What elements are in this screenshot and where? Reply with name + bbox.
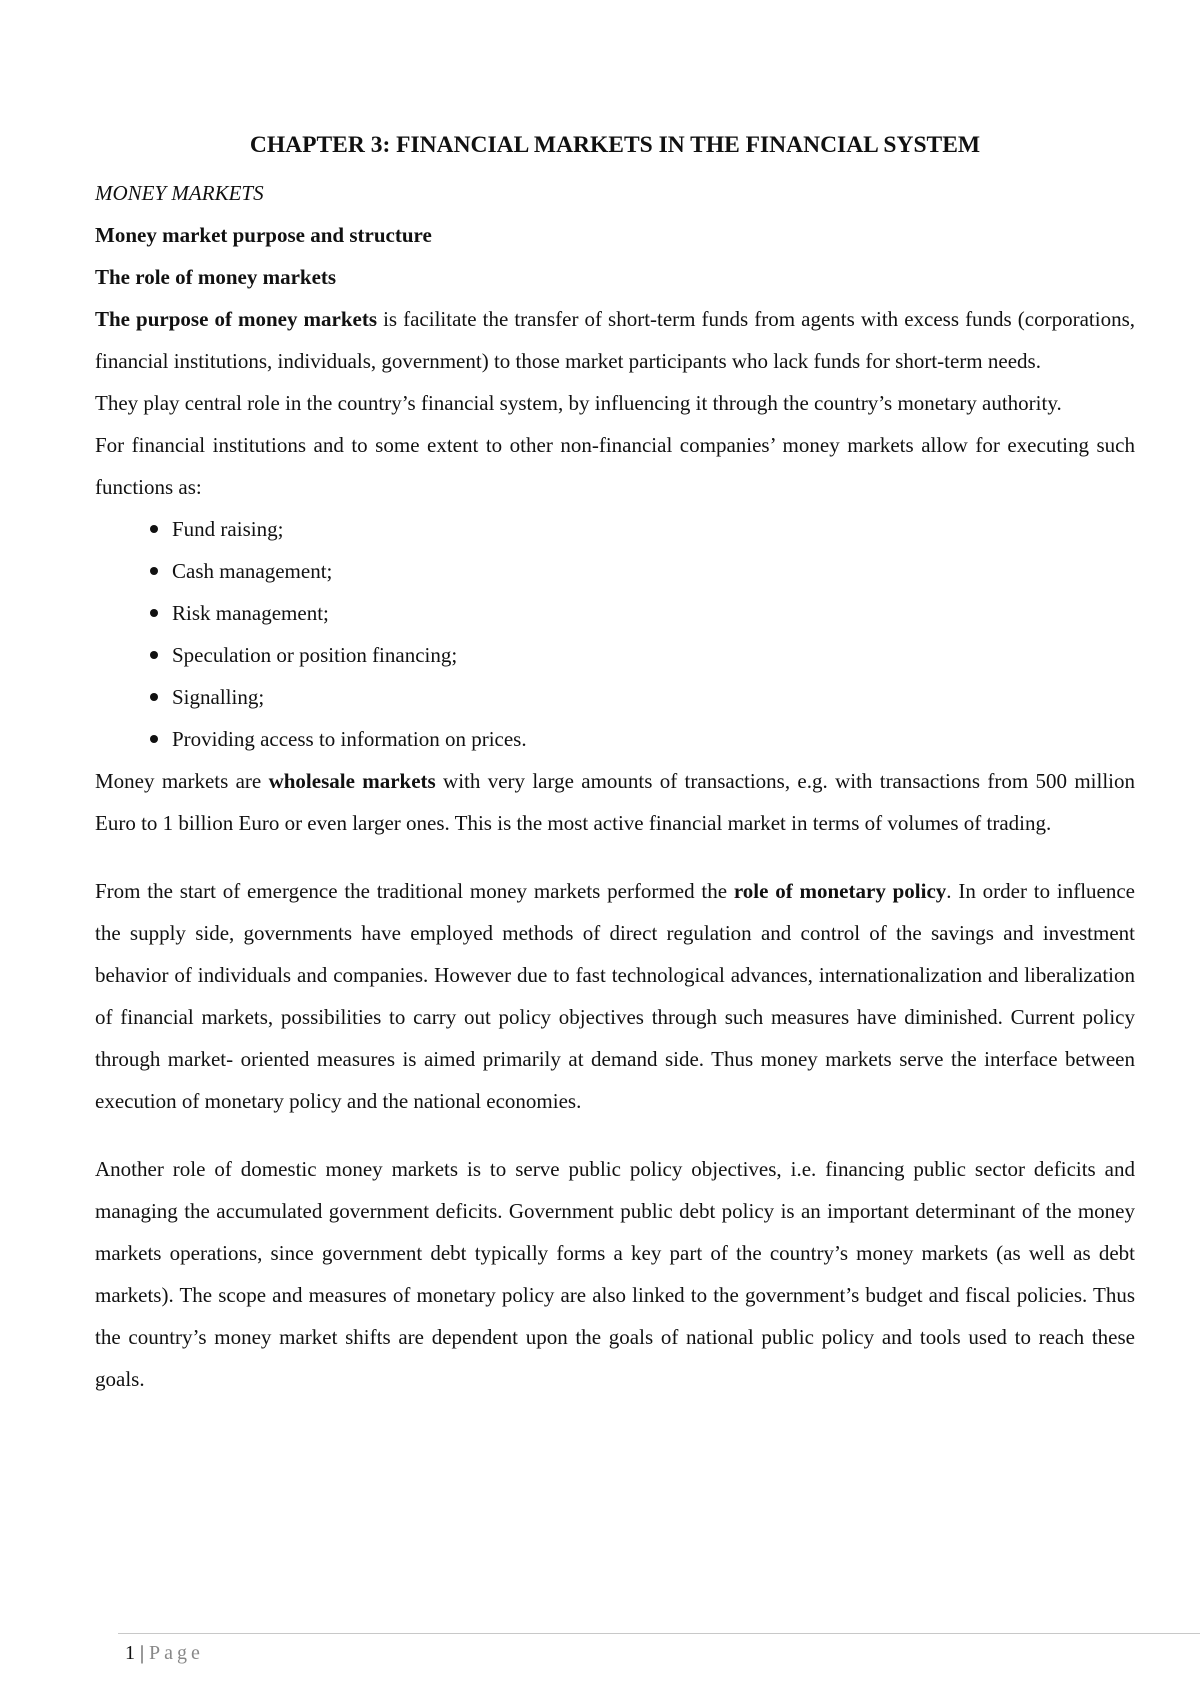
list-item: Speculation or position financing;	[150, 634, 1135, 676]
subheading-structure: Money market purpose and structure	[95, 223, 432, 247]
paragraph-purpose-bold: The purpose of money markets	[95, 307, 378, 331]
list-item: Risk management;	[150, 592, 1135, 634]
paragraph-purpose-text: is facilitate the transfer of short-term funds from agents with excess funds (corporations, financial institutions, individuals, government) to those market participants who lack funds for short-term needs.	[95, 307, 1135, 373]
paragraph-wholesale	[95, 760, 1135, 844]
chapter-title: CHAPTER 3: FINANCIAL MARKETS IN THE FINANCIAL SYSTEM	[249, 132, 981, 158]
paragraph-monetary-after: . In order to influence the supply side, governments have employed methods of direct regulation and control of the savings and investment behavior of individuals and companies. However due to fast technological advances, internationalization and liberalization of financial markets, possibilities to carry out policy objectives through such measures have diminished. Current policy through market- oriented measures is aimed primarily at demand side. Thus money markets serve the interface between execution of monetary policy and the national economies.	[95, 879, 1135, 1113]
paragraph-monetary-before: From the start of emergence the traditional money markets performed the	[95, 879, 734, 903]
paragraph-wholesale-bold: wholesale markets	[268, 769, 436, 793]
page-number: 1	[125, 1642, 135, 1664]
list-item: Providing access to information on prices.	[150, 718, 1135, 760]
subheading-role: The role of money markets	[95, 265, 337, 289]
page-label: Page	[149, 1642, 204, 1664]
paragraph-public-policy: Another role of domestic money markets is to serve public policy objectives, i.e. financing public sector deficits and managing the accumulated government deficits. Government public debt policy is an important determinant of the money markets operations, since government debt typically forms a key part of the country’s money markets (as well as debt markets). The scope and measures of monetary policy are also linked to the government’s budget and fiscal policies. Thus the country’s money market shifts are dependent upon the goals of national public policy and tools used to reach these goals.	[95, 1157, 1135, 1391]
list-item: Signalling;	[150, 676, 1135, 718]
page-footer	[125, 1641, 204, 1665]
functions-list	[95, 508, 1135, 760]
paragraph-wholesale-after: with very large amounts of transactions, e.g. with transactions from 500 million Euro to 1 billion Euro or even larger ones. This is the most active financial market in terms of volumes of trading.	[95, 769, 1135, 835]
section-title: MONEY MARKETS	[95, 181, 264, 205]
document-page	[95, 130, 1135, 1400]
paragraph-monetary-bold: role of monetary policy	[733, 879, 947, 903]
footer-separator: |	[140, 1642, 145, 1664]
paragraph-functions-intro: For financial institutions and to some extent to other non-financial companies’ money markets allow for executing such functions as:	[95, 433, 1135, 499]
list-item: Cash management;	[150, 550, 1135, 592]
paragraph-monetary-policy	[95, 870, 1135, 1122]
list-item: Fund raising;	[150, 508, 1135, 550]
paragraph-central-role: They play central role in the country’s financial system, by influencing it through the country’s monetary authority.	[95, 391, 1062, 415]
paragraph-purpose	[95, 298, 1135, 382]
footer-divider	[118, 1633, 1200, 1634]
paragraph-wholesale-before: Money markets are	[95, 769, 269, 793]
